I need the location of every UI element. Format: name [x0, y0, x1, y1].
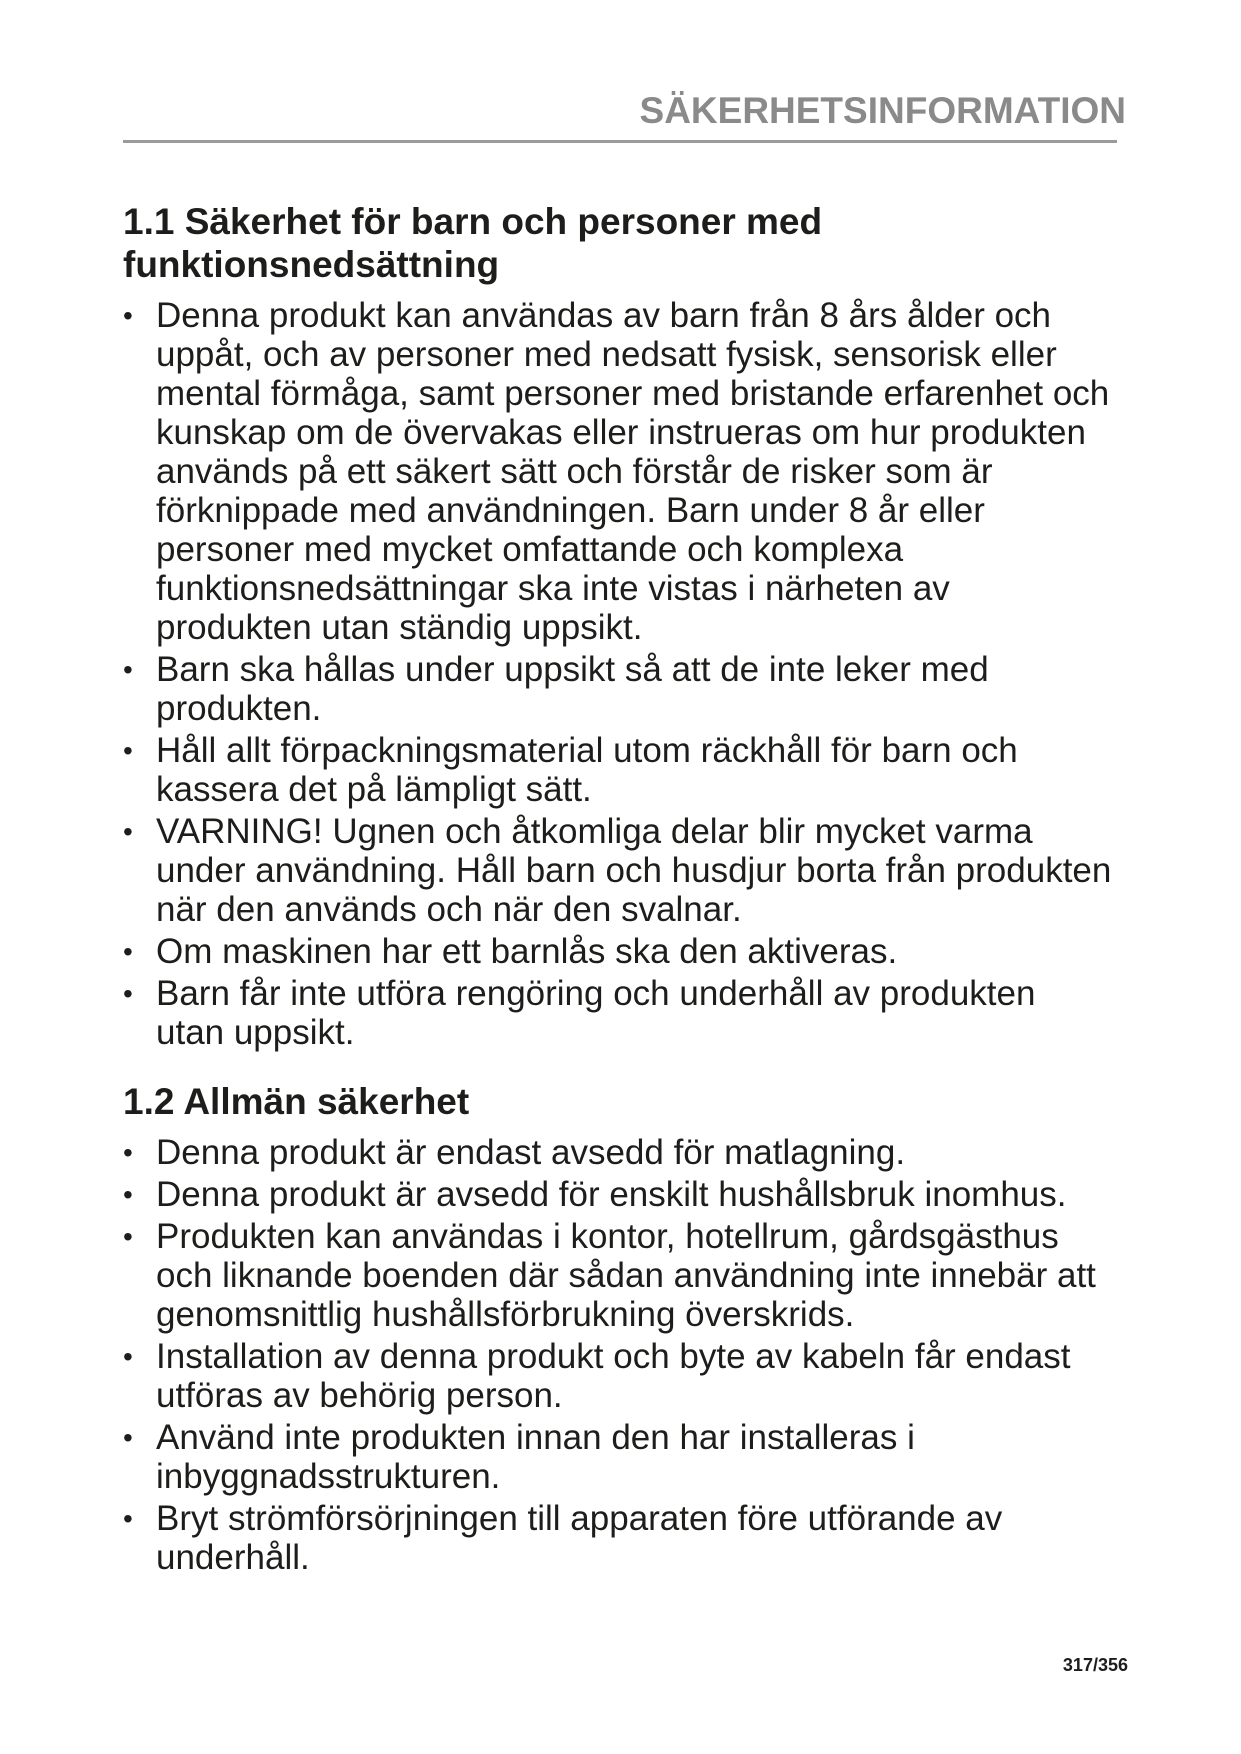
- general-safety-list: [123, 1133, 1113, 1577]
- list-item-text: Denna produkt är endast avsedd för matlagning.: [156, 1133, 906, 1172]
- bullet-icon: •: [123, 654, 133, 685]
- list-item-text: Produkten kan användas i kontor, hotellrum, gårdsgästhus och liknande boenden där sådan användning inte innebär att genomsnittlig hushållsförbrukning överskrids.: [156, 1217, 1096, 1334]
- list-item: [123, 731, 1113, 809]
- list-item-text: Om maskinen har ett barnlås ska den aktiveras.: [156, 932, 898, 971]
- list-item: [123, 1175, 1113, 1214]
- list-item-text: Barn får inte utföra rengöring och underhåll av produkten utan uppsikt.: [156, 974, 1036, 1052]
- section-title-child-safety: [123, 200, 1113, 286]
- section-title-line: 1.2 Allmän säkerhet: [123, 1081, 470, 1122]
- list-item: [123, 1418, 1113, 1496]
- list-item-text: Denna produkt är avsedd för enskilt hushållsbruk inomhus.: [156, 1175, 1067, 1214]
- list-item-text: Barn ska hållas under uppsikt så att de inte leker med produkten.: [156, 650, 989, 728]
- bullet-icon: •: [123, 1221, 133, 1252]
- bullet-icon: •: [123, 1422, 133, 1453]
- list-item: [123, 296, 1113, 647]
- list-item: [123, 1499, 1113, 1577]
- section-title-general-safety: [123, 1080, 1113, 1123]
- child-safety-list: [123, 296, 1113, 1052]
- bullet-icon: •: [123, 816, 133, 847]
- list-item-text: Använd inte produkten innan den har installeras i inbyggnadsstrukturen.: [156, 1418, 915, 1496]
- list-item: [123, 812, 1113, 929]
- list-item-text: VARNING! Ugnen och åtkomliga delar blir mycket varma under användning. Håll barn och husdjur borta från produkten när den används och när den svalnar.: [156, 812, 1112, 929]
- bullet-icon: •: [123, 978, 133, 1009]
- bullet-icon: •: [123, 1137, 133, 1168]
- list-item: [123, 1337, 1113, 1415]
- list-item: [123, 974, 1113, 1052]
- list-item-text: Bryt strömförsörjningen till apparaten före utförande av underhåll.: [156, 1499, 1003, 1577]
- bullet-icon: •: [123, 1503, 133, 1534]
- section-title-line: funktionsnedsättning: [123, 244, 500, 285]
- list-item: [123, 1133, 1113, 1172]
- bullet-icon: •: [123, 1341, 133, 1372]
- list-item: [123, 650, 1113, 728]
- list-item-text: Installation av denna produkt och byte av kabeln får endast utföras av behörig person.: [156, 1337, 1071, 1415]
- list-item-text: Denna produkt kan användas av barn från 8 års ålder och uppåt, och av personer med nedsatt fysisk, sensorisk eller mental förmåga, samt personer med bristande erfarenhet och kunskap om de övervakas eller instrueras om hur produkten används på ett säkert sätt och förstår de risker som är förknippade med användningen. Barn under 8 år eller personer med mycket omfattande och komplexa funktionsnedsättningar ska inte vistas i närheten av produkten utan ständig uppsikt.: [156, 296, 1110, 647]
- page-header-title: SÄKERHETSINFORMATION: [639, 90, 1126, 131]
- header-divider: [123, 140, 1117, 143]
- bullet-icon: •: [123, 1179, 133, 1210]
- list-item: [123, 1217, 1113, 1334]
- list-item-text: Håll allt förpackningsmaterial utom räckhåll för barn och kassera det på lämpligt sätt.: [156, 731, 1018, 809]
- bullet-icon: •: [123, 936, 133, 967]
- bullet-icon: •: [123, 735, 133, 766]
- document-body: [123, 200, 1113, 1580]
- bullet-icon: •: [123, 300, 133, 331]
- page-number: 317/356: [1062, 1655, 1128, 1675]
- list-item: [123, 932, 1113, 971]
- section-title-line: 1.1 Säkerhet för barn och personer med: [123, 201, 823, 242]
